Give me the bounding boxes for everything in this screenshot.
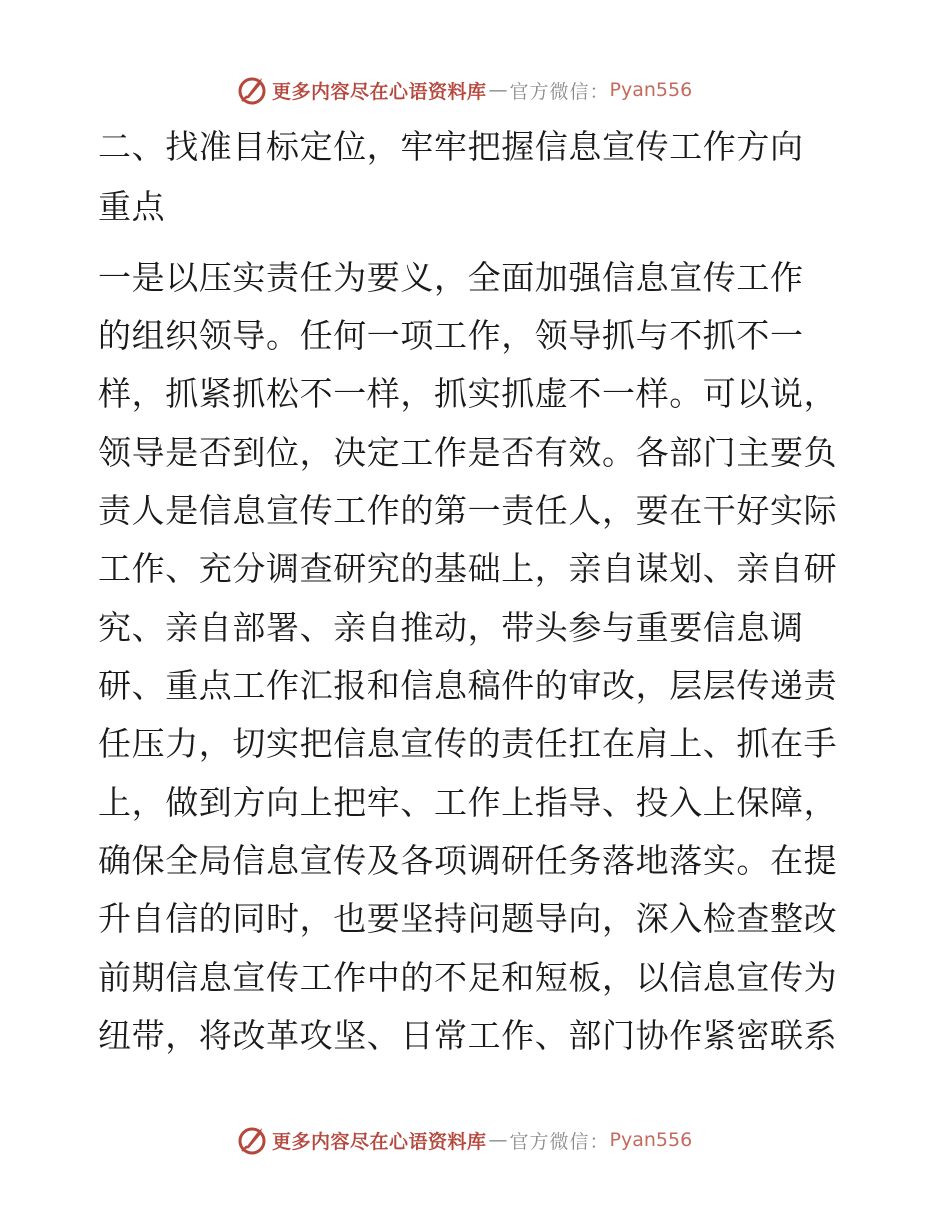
section-heading-line-1: 二、找准目标定位，牢牢把握信息宣传工作方向: [98, 127, 804, 166]
body-line: 上，做到方向上把牢、工作上指导、投入上保障，: [98, 783, 838, 822]
watermark-contact-id: Pyan556: [609, 79, 693, 101]
body-line: 的组织领导。任何一项工作，领导抓与不抓不一: [98, 316, 804, 355]
quill-logo-icon: [236, 1124, 268, 1156]
body-line: 前期信息宣传工作中的不足和短板，以信息宣传为: [98, 958, 838, 997]
watermark-brand: 更多内容尽在心语资料库: [272, 80, 487, 103]
watermark-contact-label: 官方微信：: [509, 80, 610, 103]
section-heading-line-2: 重点: [98, 187, 166, 226]
footer-watermark: [236, 1123, 692, 1157]
watermark-dash: —: [488, 1129, 508, 1151]
body-line: 一是以压实责任为要义，全面加强信息宣传工作: [98, 258, 804, 297]
watermark-contact-label: 官方微信：: [509, 1130, 610, 1153]
watermark-contact-id: Pyan556: [609, 1129, 693, 1151]
body-line: 责人是信息宣传工作的第一责任人，要在干好实际: [98, 491, 838, 530]
body-line: 升自信的同时，也要坚持问题导向，深入检查整改: [98, 899, 838, 938]
body-line: 研、重点工作汇报和信息稿件的审改，层层传递责: [98, 666, 838, 705]
body-line: 样，抓紧抓松不一样，抓实抓虚不一样。可以说，: [98, 374, 838, 413]
body-line: 领导是否到位，决定工作是否有效。各部门主要负: [98, 433, 838, 472]
header-watermark: [236, 73, 692, 107]
quill-logo-icon: [236, 74, 268, 106]
watermark-brand: 更多内容尽在心语资料库: [272, 1130, 487, 1153]
watermark-dash: —: [488, 79, 508, 101]
body-line: 任压力，切实把信息宣传的责任扛在肩上、抓在手: [98, 724, 838, 763]
body-line: 究、亲自部署、亲自推动，带头参与重要信息调: [98, 608, 804, 647]
body-line: 确保全局信息宣传及各项调研任务落地落实。在提: [98, 841, 838, 880]
body-line: 工作、充分调查研究的基础上，亲自谋划、亲自研: [98, 549, 838, 588]
body-line: 纽带，将改革攻坚、日常工作、部门协作紧密联系: [98, 1016, 838, 1055]
